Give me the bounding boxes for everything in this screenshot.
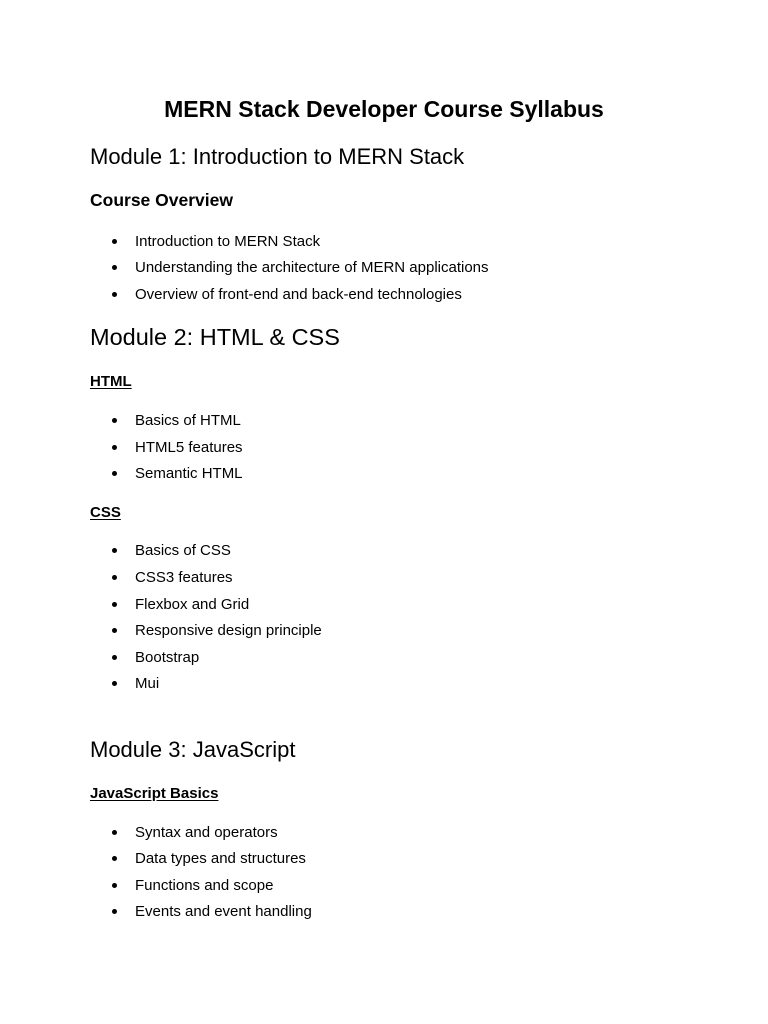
list-item — [112, 438, 243, 458]
list-item — [112, 621, 322, 641]
bullet-icon — [112, 445, 117, 450]
document-title: MERN Stack Developer Course Syllabus — [164, 96, 604, 122]
bullet-icon — [112, 628, 117, 633]
list-item — [112, 823, 278, 843]
section-javascript-basics-heading: JavaScript Basics — [90, 785, 219, 802]
bullet-icon — [112, 239, 117, 244]
bullet-icon — [112, 418, 117, 423]
list-item — [112, 258, 489, 278]
bullet-icon — [112, 292, 117, 297]
list-item-text: CSS3 features — [135, 569, 233, 586]
bullet-icon — [112, 856, 117, 861]
bullet-icon — [112, 681, 117, 686]
list-item-text: Basics of HTML — [135, 412, 241, 429]
section-html-heading: HTML — [90, 373, 132, 390]
bullet-icon — [112, 471, 117, 476]
list-item-text: Basics of CSS — [135, 542, 231, 559]
section-css-heading: CSS — [90, 504, 121, 521]
list-item — [112, 285, 462, 305]
bullet-icon — [112, 830, 117, 835]
list-item-text: Semantic HTML — [135, 465, 243, 482]
list-item — [112, 411, 241, 431]
list-item-text: Functions and scope — [135, 877, 274, 894]
list-item — [112, 876, 273, 896]
list-item-text: Responsive design principle — [135, 622, 322, 639]
module-1-heading: Module 1: Introduction to MERN Stack — [90, 144, 465, 169]
list-item — [112, 849, 306, 869]
section-course-overview-heading: Course Overview — [90, 190, 233, 210]
list-item — [112, 648, 199, 668]
bullet-icon — [112, 575, 117, 580]
list-item — [112, 568, 233, 588]
list-item-text: Introduction to MERN Stack — [135, 233, 321, 250]
bullet-icon — [112, 602, 117, 607]
list-item-text: Flexbox and Grid — [135, 596, 250, 613]
list-item — [112, 541, 231, 561]
list-item — [112, 674, 159, 694]
list-item — [112, 464, 243, 484]
module-3-heading: Module 3: JavaScript — [90, 737, 296, 762]
bullet-icon — [112, 548, 117, 553]
list-item-text: Data types and structures — [135, 850, 306, 867]
list-item-text: Bootstrap — [135, 649, 200, 666]
list-item — [112, 902, 312, 922]
bullet-icon — [112, 909, 117, 914]
list-item-text: Events and event handling — [135, 903, 312, 920]
bullet-icon — [112, 883, 117, 888]
list-item-text: Syntax and operators — [135, 824, 278, 841]
list-item-text: Mui — [135, 675, 160, 692]
bullet-icon — [112, 265, 117, 270]
list-item — [112, 595, 249, 615]
list-item-text: Overview of front-end and back-end technologies — [135, 286, 462, 303]
bullet-icon — [112, 655, 117, 660]
list-item-text: Understanding the architecture of MERN applications — [135, 259, 489, 276]
list-item-text: HTML5 features — [135, 439, 243, 456]
list-item — [112, 232, 320, 252]
module-2-heading: Module 2: HTML & CSS — [90, 324, 340, 350]
